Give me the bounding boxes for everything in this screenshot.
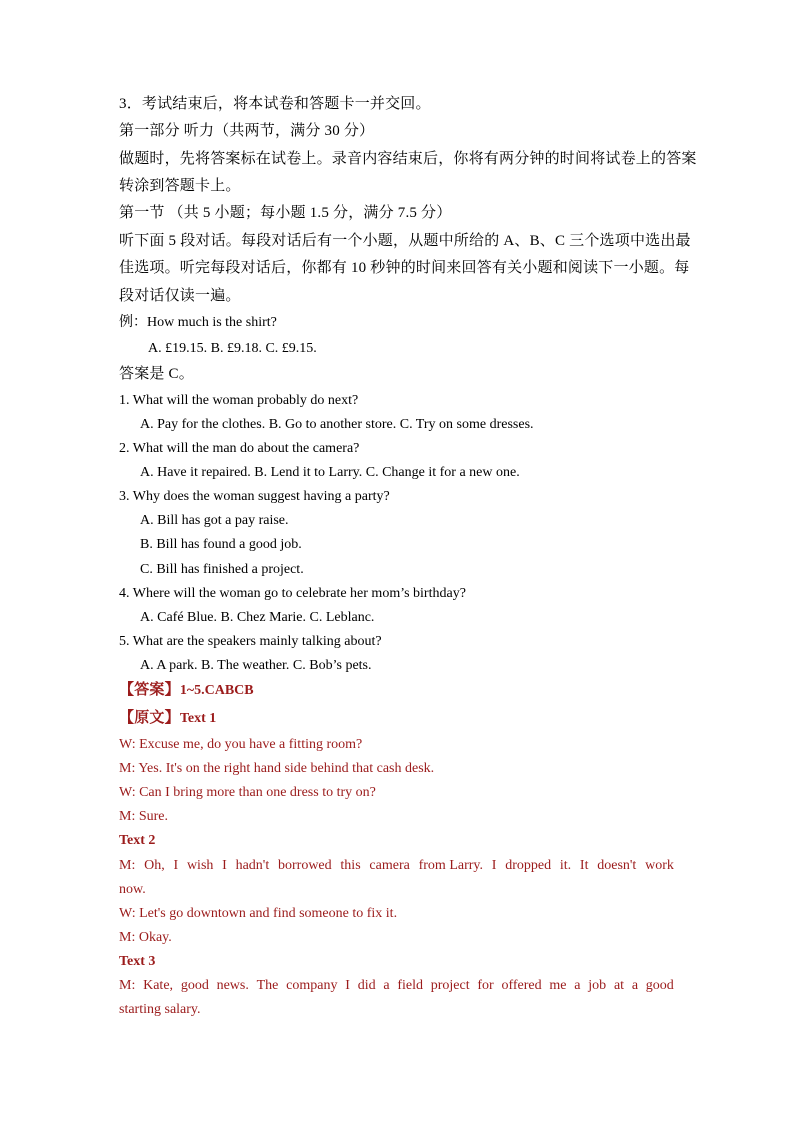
question-3-option-b: B. Bill has found a good job.	[140, 537, 302, 552]
example-answer: 答案是 C。	[119, 366, 194, 382]
dialogue-line-justified	[119, 856, 674, 876]
question-3-option-a: A. Bill has got a pay raise.	[140, 513, 289, 528]
dialogue-word: Oh,	[144, 858, 165, 873]
dialogue-word: I	[345, 978, 350, 993]
dialogue-word: M:	[119, 858, 136, 873]
part-title: 第一部分 听力（共两节，满分 30 分）	[119, 123, 375, 139]
instruction-line: 转涂到答题卡上。	[119, 178, 241, 194]
dialogue-line-justified	[119, 976, 674, 996]
dialogue-line: W: Excuse me, do you have a fitting room?	[119, 737, 363, 752]
dialogue-word: did	[357, 978, 376, 993]
dialogue-word: news.	[216, 978, 249, 993]
dialogue-word: a	[574, 978, 581, 993]
example-options: A. £19.15. B. £9.18. C. £9.15.	[148, 341, 317, 356]
question-2-options: A. Have it repaired. B. Lend it to Larry. C. Change it for a new one.	[140, 465, 520, 480]
direction-line: 段对话仅读一遍。	[119, 288, 241, 304]
dialogue-word: good	[645, 978, 674, 993]
question-4: 4. Where will the woman go to celebrate her mom’s birthday?	[119, 586, 466, 601]
dialogue-line: now.	[119, 882, 146, 897]
dialogue-word: job	[588, 978, 607, 993]
dialogue-word: a	[383, 978, 390, 993]
direction-line: 听下面 5 段对话。每段对话后有一个小题，从题中所给的 A、B、C 三个选项中选出最	[119, 233, 691, 249]
dialogue-word: Kate,	[143, 978, 174, 993]
example-question: 例：How much is the shirt?	[119, 315, 277, 330]
dialogue-word: company	[286, 978, 338, 993]
text1-title: Text 1	[179, 711, 217, 726]
answer-value: 1~5.CABCB	[179, 683, 254, 698]
dialogue-word: a	[631, 978, 639, 993]
dialogue-word: camera	[369, 858, 410, 873]
dialogue-word: offered	[501, 978, 542, 993]
dialogue-line: M: Yes. It's on the right hand side behind that cash desk.	[119, 761, 435, 776]
section-title: 第一节 （共 5 小题；每小题 1.5 分，满分 7.5 分）	[119, 205, 452, 221]
dialogue-word: M:	[119, 978, 136, 993]
dialogue-word: project	[430, 978, 470, 993]
notice-line: 3．考试结束后，将本试卷和答题卡一并交回。	[119, 96, 431, 112]
instruction-line: 做题时，先将答案标在试卷上。录音内容结束后，你将有两分钟的时间将试卷上的答案	[119, 151, 697, 167]
question-2: 2. What will the man do about the camera?	[119, 441, 360, 456]
dialogue-line: M: Okay.	[119, 930, 172, 945]
question-3-option-c: C. Bill has finished a project.	[140, 562, 304, 577]
dialogue-word: field	[397, 978, 423, 993]
dialogue-line: M: Sure.	[119, 809, 168, 824]
answer-line	[119, 680, 254, 701]
dialogue-word: I	[173, 858, 179, 873]
dialogue-word: doesn't	[597, 858, 637, 873]
dialogue-word: hadn't	[235, 858, 270, 873]
dialogue-word: I	[222, 858, 227, 873]
dialogue-word: It	[579, 858, 589, 873]
question-5-options: A. A park. B. The weather. C. Bob’s pets.	[140, 658, 372, 673]
direction-line: 佳选项。听完每段对话后，你都有 10 秒钟的时间来回答有关小题和阅读下一小题。每	[119, 260, 690, 276]
dialogue-word: me	[549, 978, 567, 993]
transcript-label: 【原文】	[119, 710, 180, 726]
dialogue-word: good	[180, 978, 209, 993]
transcript-heading	[119, 708, 216, 729]
question-4-options: A. Café Blue. B. Chez Marie. C. Leblanc.	[140, 610, 375, 625]
text2-title: Text 2	[119, 833, 156, 848]
dialogue-word: it.	[559, 858, 572, 873]
dialogue-word: for	[477, 978, 494, 993]
question-1: 1. What will the woman probably do next?	[119, 393, 359, 408]
dialogue-word: wish	[186, 858, 214, 873]
question-3: 3. Why does the woman suggest having a party?	[119, 489, 390, 504]
dialogue-word: from Larry.	[418, 858, 484, 873]
dialogue-word: dropped	[505, 858, 552, 873]
answer-label: 【答案】	[119, 682, 180, 698]
dialogue-word: this	[340, 858, 361, 873]
dialogue-word: work	[645, 858, 674, 873]
dialogue-line: W: Let's go downtown and find someone to fix it.	[119, 906, 398, 921]
question-1-options: A. Pay for the clothes. B. Go to another store. C. Try on some dresses.	[140, 417, 534, 432]
dialogue-line: starting salary.	[119, 1002, 201, 1017]
dialogue-line: W: Can I bring more than one dress to try on?	[119, 785, 376, 800]
question-5: 5. What are the speakers mainly talking about?	[119, 634, 382, 649]
dialogue-word: I	[491, 858, 497, 873]
dialogue-word: at	[613, 978, 625, 993]
dialogue-word: The	[256, 978, 279, 993]
text3-title: Text 3	[119, 954, 156, 969]
dialogue-word: borrowed	[278, 858, 332, 873]
